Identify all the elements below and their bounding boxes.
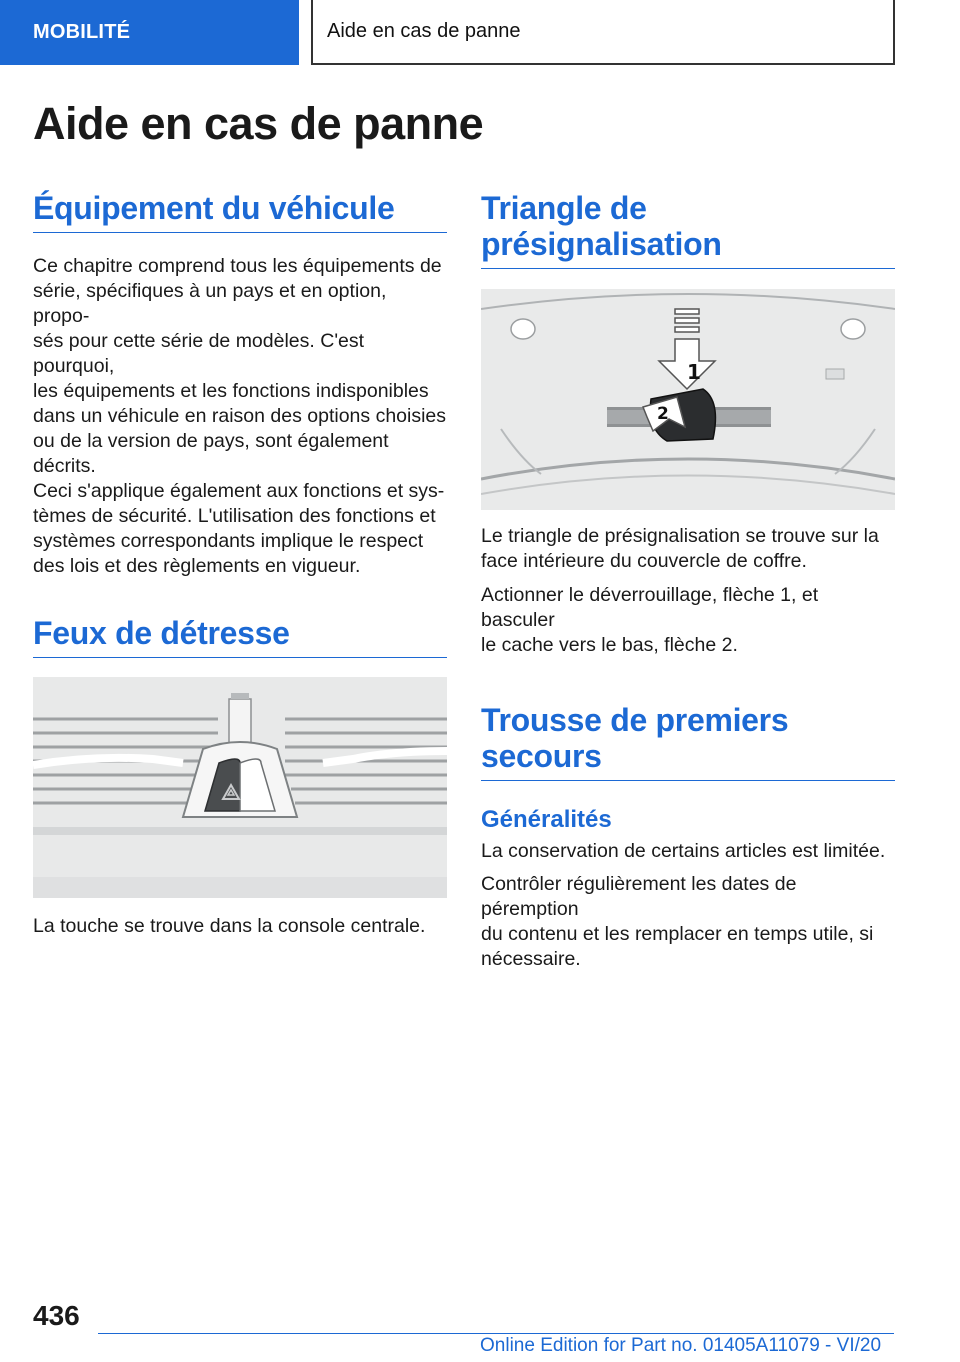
edition-text: Online Edition for Part no. 01405A11079 - VI/20: [480, 1335, 882, 1356]
text-line: systèmes correspondants implique le respect: [33, 530, 424, 552]
text-line: le cache vers le bas, flèche 2.: [481, 634, 738, 656]
page-number: 436: [33, 1300, 80, 1331]
chapter-tab: [311, 0, 895, 65]
first-aid-para-1: La conservation de certains articles est limitée.: [481, 840, 886, 862]
hazard-heading: Feux de détresse: [33, 615, 447, 658]
chapter-label: Aide en cas de panne: [327, 20, 521, 42]
first-aid-heading: [481, 702, 895, 781]
triangle-para-1: [481, 524, 895, 574]
text-line: Contrôler régulièrement les dates de péremption: [481, 873, 797, 920]
hazard-caption: La touche se trouve dans la console centrale.: [33, 915, 426, 937]
section-label: MOBILITÉ: [33, 21, 131, 43]
text-line: nécessaire.: [481, 948, 581, 970]
trunk-lid-illustration: [481, 289, 895, 510]
text-line: des lois et des règlements en vigueur.: [33, 555, 361, 577]
text-line: face intérieure du couvercle de coffre.: [481, 550, 807, 572]
hazard-button-illustration: [33, 677, 447, 898]
text-line: tèmes de sécurité. L'utilisation des fonctions et: [33, 505, 436, 527]
text-line: les équipements et les fonctions indisponibles: [33, 380, 429, 402]
text-line: Le triangle de présignalisation se trouve sur la: [481, 525, 879, 547]
text-line: du contenu et les remplacer en temps utile, si: [481, 923, 874, 945]
text-line: dans un véhicule en raison des options choisies: [33, 405, 447, 427]
heading-line: présignalisation: [481, 226, 722, 262]
triangle-heading: [481, 190, 895, 269]
left-column: [33, 190, 447, 939]
page-title: Aide en cas de panne: [33, 98, 484, 149]
text-line: ou de la version de pays, sont également décrits.: [33, 430, 389, 477]
triangle-para-2: [481, 583, 895, 658]
heading-line: Trousse de premiers: [481, 702, 789, 738]
first-aid-para-2: [481, 872, 895, 972]
equipment-paragraph: [33, 254, 447, 579]
text-line: Actionner le déverrouillage, flèche 1, et basculer: [481, 584, 819, 631]
heading-line: secours: [481, 738, 602, 774]
equipment-heading: Équipement du véhicule: [33, 190, 447, 233]
text-line: sés pour cette série de modèles. C'est pourquoi,: [33, 330, 365, 377]
callout-2: 2: [657, 404, 669, 424]
section-tab: [0, 0, 299, 65]
general-subheading: Généralités: [481, 806, 612, 833]
heading-line: Triangle de: [481, 190, 647, 226]
text-line: Ceci s'applique également aux fonctions et sys-: [33, 480, 445, 502]
right-column: [481, 190, 895, 972]
callout-1: 1: [687, 360, 701, 384]
text-line: série, spécifiques à un pays et en option, propo-: [33, 280, 387, 327]
text-line: Ce chapitre comprend tous les équipements de: [33, 255, 442, 277]
footer-divider: [98, 1333, 894, 1334]
